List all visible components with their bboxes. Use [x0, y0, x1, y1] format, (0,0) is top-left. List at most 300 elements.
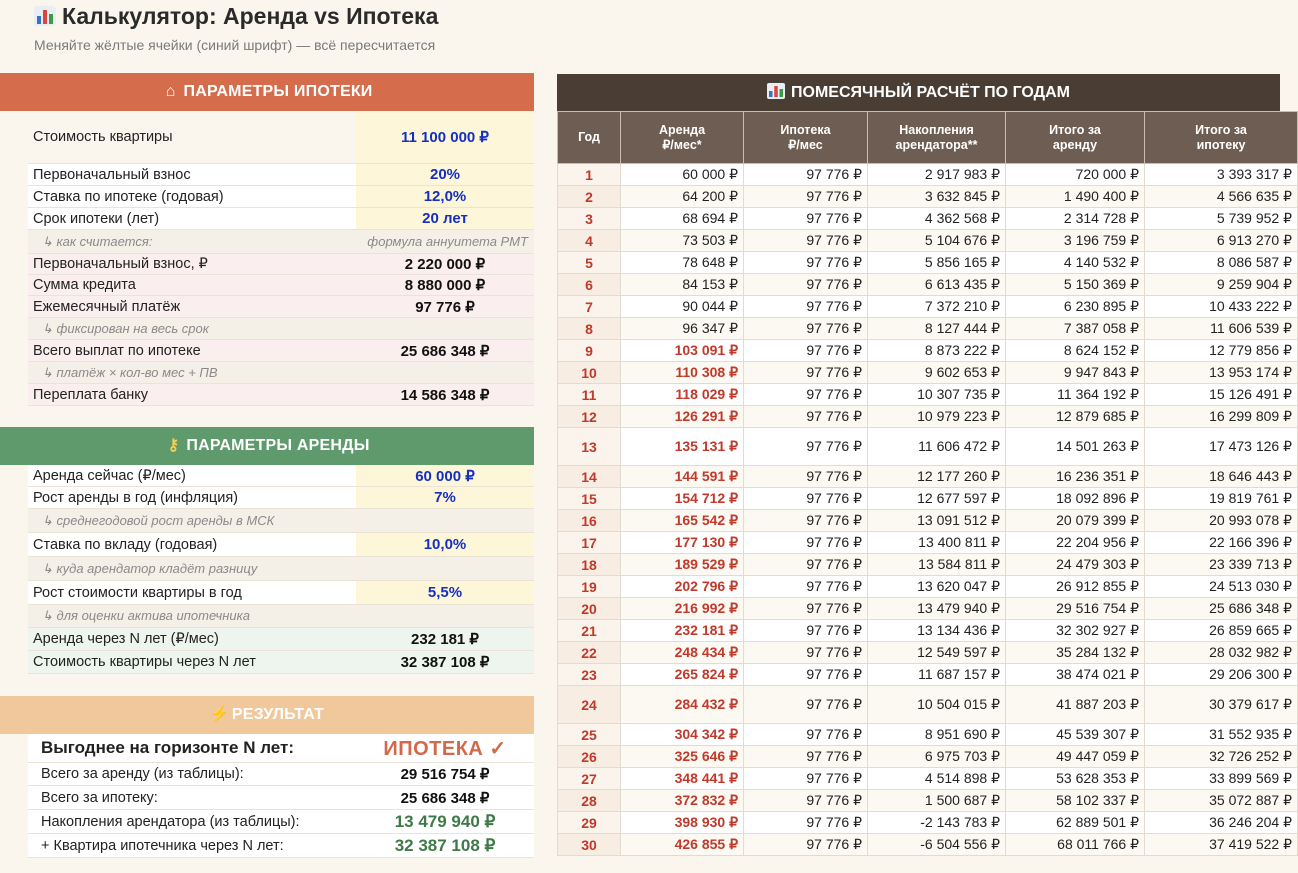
table-row — [558, 230, 1298, 252]
rate-row — [28, 186, 534, 208]
cell-mortgage: 97 776 ₽ — [744, 186, 868, 208]
cell-savings: 9 602 653 ₽ — [868, 362, 1006, 384]
table-row — [558, 466, 1298, 488]
term-label: Срок ипотеки (лет) — [33, 210, 160, 227]
table-row — [558, 686, 1298, 724]
table-row — [558, 406, 1298, 428]
payment-row — [28, 296, 534, 318]
cell-total-mortgage: 19 819 761 ₽ — [1145, 488, 1298, 510]
overpay-label: Переплата банку — [33, 386, 149, 403]
savings-label: Накопления арендатора (из таблицы): — [41, 813, 300, 830]
cell-rent: 144 591 ₽ — [621, 466, 744, 488]
cell-total-mortgage: 3 393 317 ₽ — [1145, 164, 1298, 186]
cell-rent: 348 441 ₽ — [621, 768, 744, 790]
cell-total-rent: 53 628 353 ₽ — [1006, 768, 1145, 790]
cell-savings: 10 307 735 ₽ — [868, 384, 1006, 406]
cell-total-rent: 58 102 337 ₽ — [1006, 790, 1145, 812]
deposit-label: Ставка по вкладу (годовая) — [33, 536, 218, 553]
rent-panel-header: ⚷ ПАРАМЕТРЫ АРЕНДЫ — [0, 427, 534, 465]
cell-mortgage: 97 776 ₽ — [744, 642, 868, 664]
cell-total-rent: 720 000 ₽ — [1006, 164, 1145, 186]
cell-year: 22 — [558, 642, 621, 664]
cell-total-rent: 45 539 307 ₽ — [1006, 724, 1145, 746]
cell-year: 29 — [558, 812, 621, 834]
cell-total-mortgage: 37 419 522 ₽ — [1145, 834, 1298, 856]
savings-row — [28, 810, 534, 834]
rate-input[interactable]: 12,0% — [356, 186, 534, 207]
cell-total-rent: 6 230 895 ₽ — [1006, 296, 1145, 318]
cell-total-rent: 9 947 843 ₽ — [1006, 362, 1145, 384]
payment-label: Ежемесячный платёж — [33, 298, 181, 315]
cell-total-mortgage: 35 072 887 ₽ — [1145, 790, 1298, 812]
mortgage-panel — [0, 73, 534, 111]
down-rub-row — [28, 254, 534, 275]
flat-growth-row — [28, 581, 534, 605]
cell-total-mortgage: 13 953 174 ₽ — [1145, 362, 1298, 384]
cell-total-rent: 16 236 351 ₽ — [1006, 466, 1145, 488]
cell-savings: 12 549 597 ₽ — [868, 642, 1006, 664]
cell-total-rent: 49 447 059 ₽ — [1006, 746, 1145, 768]
table-row — [558, 274, 1298, 296]
cell-mortgage: 97 776 ₽ — [744, 554, 868, 576]
table-row — [558, 812, 1298, 834]
cell-mortgage: 97 776 ₽ — [744, 598, 868, 620]
rate-label: Ставка по ипотеке (годовая) — [33, 188, 224, 205]
cell-rent: 135 131 ₽ — [621, 428, 744, 466]
cell-total-rent: 11 364 192 ₽ — [1006, 384, 1145, 406]
down-pct-input[interactable]: 20% — [356, 164, 534, 185]
cell-rent: 154 712 ₽ — [621, 488, 744, 510]
table-row — [558, 318, 1298, 340]
cell-rent: 426 855 ₽ — [621, 834, 744, 856]
table-row — [558, 790, 1298, 812]
result-panel-header: ⚡ РЕЗУЛЬТАТ — [0, 696, 534, 734]
cell-savings: -6 504 556 ₽ — [868, 834, 1006, 856]
cell-mortgage: 97 776 ₽ — [744, 834, 868, 856]
cell-year: 11 — [558, 384, 621, 406]
cell-total-mortgage: 9 259 904 ₽ — [1145, 274, 1298, 296]
down-pct-row — [28, 164, 534, 186]
cell-total-mortgage: 29 206 300 ₽ — [1145, 664, 1298, 686]
cell-mortgage: 97 776 ₽ — [744, 362, 868, 384]
cell-total-mortgage: 31 552 935 ₽ — [1145, 724, 1298, 746]
overpay-row — [28, 384, 534, 406]
table-row — [558, 554, 1298, 576]
cell-year: 7 — [558, 296, 621, 318]
cell-year: 25 — [558, 724, 621, 746]
overpay-value: 14 586 348 ₽ — [400, 386, 490, 404]
cell-mortgage: 97 776 ₽ — [744, 790, 868, 812]
deposit-row — [28, 533, 534, 557]
better-value: ИПОТЕКА ✓ — [383, 737, 507, 760]
deposit-input[interactable]: 10,0% — [356, 533, 534, 556]
price-label: Стоимость квартиры — [33, 129, 173, 145]
cell-savings: 6 613 435 ₽ — [868, 274, 1006, 296]
cell-total-rent: 38 474 021 ₽ — [1006, 664, 1145, 686]
table-row — [558, 340, 1298, 362]
flat-n-label: Стоимость квартиры через N лет — [33, 654, 256, 670]
table-row — [558, 488, 1298, 510]
cell-total-mortgage: 15 126 491 ₽ — [1145, 384, 1298, 406]
cell-total-rent: 14 501 263 ₽ — [1006, 428, 1145, 466]
cell-savings: 8 873 222 ₽ — [868, 340, 1006, 362]
cell-rent: 73 503 ₽ — [621, 230, 744, 252]
cell-year: 21 — [558, 620, 621, 642]
cell-mortgage: 97 776 ₽ — [744, 208, 868, 230]
rent-now-input[interactable]: 60 000 ₽ — [356, 465, 534, 486]
cell-savings: 12 677 597 ₽ — [868, 488, 1006, 510]
cell-year: 4 — [558, 230, 621, 252]
col-mortgage: Ипотека ₽/мес — [744, 112, 868, 164]
flat-n-row — [28, 651, 534, 674]
cell-total-mortgage: 18 646 443 ₽ — [1145, 466, 1298, 488]
table-header-row — [558, 112, 1298, 164]
cell-year: 2 — [558, 186, 621, 208]
total-mortgage-label: Всего выплат по ипотеке — [33, 342, 201, 359]
mortgage-panel-header: ⌂ ПАРАМЕТРЫ ИПОТЕКИ — [0, 73, 534, 111]
cell-year: 6 — [558, 274, 621, 296]
cell-savings: 13 479 940 ₽ — [868, 598, 1006, 620]
price-input[interactable]: 11 100 000 ₽ — [356, 111, 534, 163]
term-row — [28, 208, 534, 230]
cell-total-mortgage: 11 606 539 ₽ — [1145, 318, 1298, 340]
cell-mortgage: 97 776 ₽ — [744, 252, 868, 274]
cell-total-rent: 22 204 956 ₽ — [1006, 532, 1145, 554]
cell-total-rent: 12 879 685 ₽ — [1006, 406, 1145, 428]
loan-row — [28, 275, 534, 296]
cell-savings: 13 134 436 ₽ — [868, 620, 1006, 642]
rent-n-label: Аренда через N лет (₽/мес) — [33, 631, 219, 647]
cell-mortgage: 97 776 ₽ — [744, 724, 868, 746]
payment-note-label: ↳ фиксирован на весь срок — [42, 320, 209, 336]
cell-rent: 90 044 ₽ — [621, 296, 744, 318]
cell-savings: 8 127 444 ₽ — [868, 318, 1006, 340]
total-mortgage-value: 25 686 348 ₽ — [400, 342, 490, 360]
cell-mortgage: 97 776 ₽ — [744, 428, 868, 466]
table-row — [558, 208, 1298, 230]
flat-n-value: 32 387 108 ₽ — [400, 654, 490, 671]
total-mortgage-row — [28, 340, 534, 362]
table-row — [558, 598, 1298, 620]
cell-total-mortgage: 28 032 982 ₽ — [1145, 642, 1298, 664]
total-note-row — [28, 362, 534, 384]
rent-now-row — [28, 465, 534, 487]
rent-growth-label: Рост аренды в год (инфляция) — [33, 489, 239, 506]
cell-rent: 103 091 ₽ — [621, 340, 744, 362]
cell-rent: 372 832 ₽ — [621, 790, 744, 812]
cell-mortgage: 97 776 ₽ — [744, 664, 868, 686]
cell-year: 1 — [558, 164, 621, 186]
flat-growth-note-label: ↳ для оценки актива ипотечника — [42, 608, 250, 623]
table-row — [558, 768, 1298, 790]
flat-owner-label: + Квартира ипотечника через N лет: — [41, 837, 284, 854]
cell-savings: 6 975 703 ₽ — [868, 746, 1006, 768]
cell-total-rent: 18 092 896 ₽ — [1006, 488, 1145, 510]
col-savings: Накопления арендатора** — [868, 112, 1006, 164]
total-mort-label: Всего за ипотеку: — [41, 789, 158, 806]
cell-year: 8 — [558, 318, 621, 340]
table-row — [558, 186, 1298, 208]
table-row — [558, 620, 1298, 642]
cell-total-mortgage: 24 513 030 ₽ — [1145, 576, 1298, 598]
cell-mortgage: 97 776 ₽ — [744, 406, 868, 428]
key-icon: ⚷ — [167, 437, 180, 454]
cell-year: 18 — [558, 554, 621, 576]
cell-savings: 10 504 015 ₽ — [868, 686, 1006, 724]
cell-rent: 189 529 ₽ — [621, 554, 744, 576]
cell-savings: 7 372 210 ₽ — [868, 296, 1006, 318]
cell-rent: 325 646 ₽ — [621, 746, 744, 768]
cell-rent: 126 291 ₽ — [621, 406, 744, 428]
total-note-label: ↳ платёж × кол-во мес + ПВ — [42, 364, 218, 380]
rent-n-row — [28, 628, 534, 651]
rent-now-label: Аренда сейчас (₽/мес) — [33, 467, 186, 484]
cell-total-rent: 20 079 399 ₽ — [1006, 510, 1145, 532]
cell-mortgage: 97 776 ₽ — [744, 164, 868, 186]
rent-growth-note-row — [28, 509, 534, 533]
app-title: Калькулятор: Аренда vs Ипотека — [62, 3, 439, 29]
cell-mortgage: 97 776 ₽ — [744, 384, 868, 406]
cell-total-rent: 41 887 203 ₽ — [1006, 686, 1145, 724]
table-row — [558, 532, 1298, 554]
cell-rent: 304 342 ₽ — [621, 724, 744, 746]
cell-mortgage: 97 776 ₽ — [744, 318, 868, 340]
cell-mortgage: 97 776 ₽ — [744, 340, 868, 362]
cell-mortgage: 97 776 ₽ — [744, 532, 868, 554]
table-row — [558, 362, 1298, 384]
cell-total-mortgage: 25 686 348 ₽ — [1145, 598, 1298, 620]
payment-value: 97 776 ₽ — [415, 298, 475, 316]
table-header-bar: ПОМЕСЯЧНЫЙ РАСЧЁТ ПО ГОДАМ — [557, 74, 1280, 111]
cell-total-mortgage: 12 779 856 ₽ — [1145, 340, 1298, 362]
formula-note-label: ↳ как считается: — [42, 233, 153, 249]
table-row — [558, 746, 1298, 768]
cell-year: 9 — [558, 340, 621, 362]
cell-total-mortgage: 5 739 952 ₽ — [1145, 208, 1298, 230]
better-label: Выгоднее на горизонте N лет: — [41, 738, 294, 757]
flat-owner-value: 32 387 108 ₽ — [394, 835, 496, 855]
cell-mortgage: 97 776 ₽ — [744, 686, 868, 724]
down-rub-label: Первоначальный взнос, ₽ — [33, 256, 208, 272]
cell-savings: 5 104 676 ₽ — [868, 230, 1006, 252]
cell-year: 30 — [558, 834, 621, 856]
table-row — [558, 428, 1298, 466]
cell-total-mortgage: 4 566 635 ₽ — [1145, 186, 1298, 208]
cell-mortgage: 97 776 ₽ — [744, 768, 868, 790]
rent-growth-note-label: ↳ среднегодовой рост аренды в МСК — [42, 512, 275, 528]
yearly-table — [557, 111, 1298, 856]
savings-value: 13 479 940 ₽ — [394, 811, 496, 831]
cell-rent: 64 200 ₽ — [621, 186, 744, 208]
cell-rent: 84 153 ₽ — [621, 274, 744, 296]
total-rent-label: Всего за аренду (из таблицы): — [41, 766, 244, 782]
cell-rent: 216 992 ₽ — [621, 598, 744, 620]
house-icon: ⌂ — [165, 83, 176, 100]
table-row — [558, 510, 1298, 532]
cell-savings: 11 606 472 ₽ — [868, 428, 1006, 466]
cell-savings: -2 143 783 ₽ — [868, 812, 1006, 834]
cell-year: 3 — [558, 208, 621, 230]
cell-year: 16 — [558, 510, 621, 532]
cell-rent: 110 308 ₽ — [621, 362, 744, 384]
cell-total-rent: 32 302 927 ₽ — [1006, 620, 1145, 642]
cell-savings: 10 979 223 ₽ — [868, 406, 1006, 428]
cell-mortgage: 97 776 ₽ — [744, 576, 868, 598]
cell-rent: 248 434 ₽ — [621, 642, 744, 664]
cell-mortgage: 97 776 ₽ — [744, 230, 868, 252]
cell-savings: 13 620 047 ₽ — [868, 576, 1006, 598]
flat-growth-note-row — [28, 605, 534, 628]
cell-savings: 8 951 690 ₽ — [868, 724, 1006, 746]
cell-year: 19 — [558, 576, 621, 598]
cell-year: 28 — [558, 790, 621, 812]
cell-total-rent: 68 011 766 ₽ — [1006, 834, 1145, 856]
cell-total-rent: 1 490 400 ₽ — [1006, 186, 1145, 208]
result-panel — [0, 696, 534, 734]
cell-total-mortgage: 30 379 617 ₽ — [1145, 686, 1298, 724]
table-row — [558, 664, 1298, 686]
cell-mortgage: 97 776 ₽ — [744, 510, 868, 532]
flat-owner-row — [28, 834, 534, 858]
col-rent: Аренда ₽/мес* — [621, 112, 744, 164]
cell-year: 15 — [558, 488, 621, 510]
cell-year: 13 — [558, 428, 621, 466]
table-row — [558, 164, 1298, 186]
flat-growth-label: Рост стоимости квартиры в год — [33, 584, 242, 601]
total-rent-value: 29 516 754 ₽ — [400, 766, 490, 783]
cell-rent: 177 130 ₽ — [621, 532, 744, 554]
flat-growth-input[interactable]: 5,5% — [356, 581, 534, 604]
cell-year: 17 — [558, 532, 621, 554]
cell-year: 14 — [558, 466, 621, 488]
cell-year: 27 — [558, 768, 621, 790]
better-row — [28, 734, 534, 763]
total-mort-value: 25 686 348 ₽ — [400, 789, 490, 807]
cell-mortgage: 97 776 ₽ — [744, 620, 868, 642]
cell-rent: 265 824 ₽ — [621, 664, 744, 686]
bar-chart-icon — [34, 6, 56, 26]
cell-year: 24 — [558, 686, 621, 724]
cell-total-mortgage: 17 473 126 ₽ — [1145, 428, 1298, 466]
cell-total-mortgage: 23 339 713 ₽ — [1145, 554, 1298, 576]
cell-savings: 13 091 512 ₽ — [868, 510, 1006, 532]
col-year: Год — [558, 112, 621, 164]
payment-note-row — [28, 318, 534, 340]
cell-total-mortgage: 22 166 396 ₽ — [1145, 532, 1298, 554]
cell-savings: 12 177 260 ₽ — [868, 466, 1006, 488]
cell-total-rent: 7 387 058 ₽ — [1006, 318, 1145, 340]
table-row — [558, 252, 1298, 274]
cell-year: 23 — [558, 664, 621, 686]
down-pct-label: Первоначальный взнос — [33, 166, 191, 183]
total-mort-row — [28, 786, 534, 810]
rent-panel — [0, 427, 534, 465]
cell-mortgage: 97 776 ₽ — [744, 296, 868, 318]
cell-rent: 60 000 ₽ — [621, 164, 744, 186]
term-input[interactable]: 20 лет — [356, 208, 534, 229]
cell-total-rent: 29 516 754 ₽ — [1006, 598, 1145, 620]
table-row — [558, 642, 1298, 664]
cell-savings: 1 500 687 ₽ — [868, 790, 1006, 812]
table-row — [558, 296, 1298, 318]
cell-total-rent: 3 196 759 ₽ — [1006, 230, 1145, 252]
cell-savings: 4 362 568 ₽ — [868, 208, 1006, 230]
table-row — [558, 724, 1298, 746]
down-rub-value: 2 220 000 ₽ — [404, 256, 486, 273]
rent-growth-input[interactable]: 7% — [356, 487, 534, 508]
cell-savings: 3 632 845 ₽ — [868, 186, 1006, 208]
col-total-rent: Итого за аренду — [1006, 112, 1145, 164]
cell-total-rent: 24 479 303 ₽ — [1006, 554, 1145, 576]
cell-rent: 118 029 ₽ — [621, 384, 744, 406]
cell-rent: 284 432 ₽ — [621, 686, 744, 724]
cell-total-mortgage: 16 299 809 ₽ — [1145, 406, 1298, 428]
cell-total-mortgage: 36 246 204 ₽ — [1145, 812, 1298, 834]
page-title — [34, 3, 438, 30]
cell-mortgage: 97 776 ₽ — [744, 488, 868, 510]
rent-n-value: 232 181 ₽ — [411, 631, 479, 648]
cell-total-rent: 35 284 132 ₽ — [1006, 642, 1145, 664]
cell-savings: 13 400 811 ₽ — [868, 532, 1006, 554]
rent-growth-row — [28, 487, 534, 509]
page-subtitle: Меняйте жёлтые ячейки (синий шрифт) — всё пересчитается — [34, 37, 436, 53]
cell-savings: 4 514 898 ₽ — [868, 768, 1006, 790]
lightning-icon: ⚡ — [209, 706, 230, 723]
cell-mortgage: 97 776 ₽ — [744, 746, 868, 768]
loan-label: Сумма кредита — [33, 277, 136, 293]
cell-year: 20 — [558, 598, 621, 620]
cell-rent: 165 542 ₽ — [621, 510, 744, 532]
formula-note-value: формула аннуитета PMT — [367, 234, 528, 249]
loan-value: 8 880 000 ₽ — [404, 277, 486, 294]
table-row — [558, 384, 1298, 406]
table-row — [558, 834, 1298, 856]
cell-mortgage: 97 776 ₽ — [744, 812, 868, 834]
cell-savings: 13 584 811 ₽ — [868, 554, 1006, 576]
deposit-note-label: ↳ куда арендатор кладёт разницу — [42, 560, 258, 576]
col-total-mortgage: Итого за ипотеку — [1145, 112, 1298, 164]
cell-total-rent: 8 624 152 ₽ — [1006, 340, 1145, 362]
cell-mortgage: 97 776 ₽ — [744, 274, 868, 296]
cell-total-rent: 4 140 532 ₽ — [1006, 252, 1145, 274]
cell-total-mortgage: 26 859 665 ₽ — [1145, 620, 1298, 642]
cell-total-mortgage: 20 993 078 ₽ — [1145, 510, 1298, 532]
cell-rent: 232 181 ₽ — [621, 620, 744, 642]
cell-mortgage: 97 776 ₽ — [744, 466, 868, 488]
cell-savings: 2 917 983 ₽ — [868, 164, 1006, 186]
price-row — [28, 111, 534, 164]
cell-year: 10 — [558, 362, 621, 384]
cell-savings: 5 856 165 ₽ — [868, 252, 1006, 274]
cell-rent: 202 796 ₽ — [621, 576, 744, 598]
cell-year: 26 — [558, 746, 621, 768]
cell-rent: 68 694 ₽ — [621, 208, 744, 230]
cell-total-mortgage: 32 726 252 ₽ — [1145, 746, 1298, 768]
formula-note-row — [28, 230, 534, 254]
deposit-note-row — [28, 557, 534, 581]
cell-total-rent: 26 912 855 ₽ — [1006, 576, 1145, 598]
bar-chart-icon — [767, 83, 785, 99]
cell-year: 12 — [558, 406, 621, 428]
cell-total-mortgage: 10 433 222 ₽ — [1145, 296, 1298, 318]
cell-total-rent: 62 889 501 ₽ — [1006, 812, 1145, 834]
cell-rent: 96 347 ₽ — [621, 318, 744, 340]
cell-total-mortgage: 6 913 270 ₽ — [1145, 230, 1298, 252]
cell-total-rent: 5 150 369 ₽ — [1006, 274, 1145, 296]
cell-total-mortgage: 33 899 569 ₽ — [1145, 768, 1298, 790]
table-row — [558, 576, 1298, 598]
cell-rent: 398 930 ₽ — [621, 812, 744, 834]
